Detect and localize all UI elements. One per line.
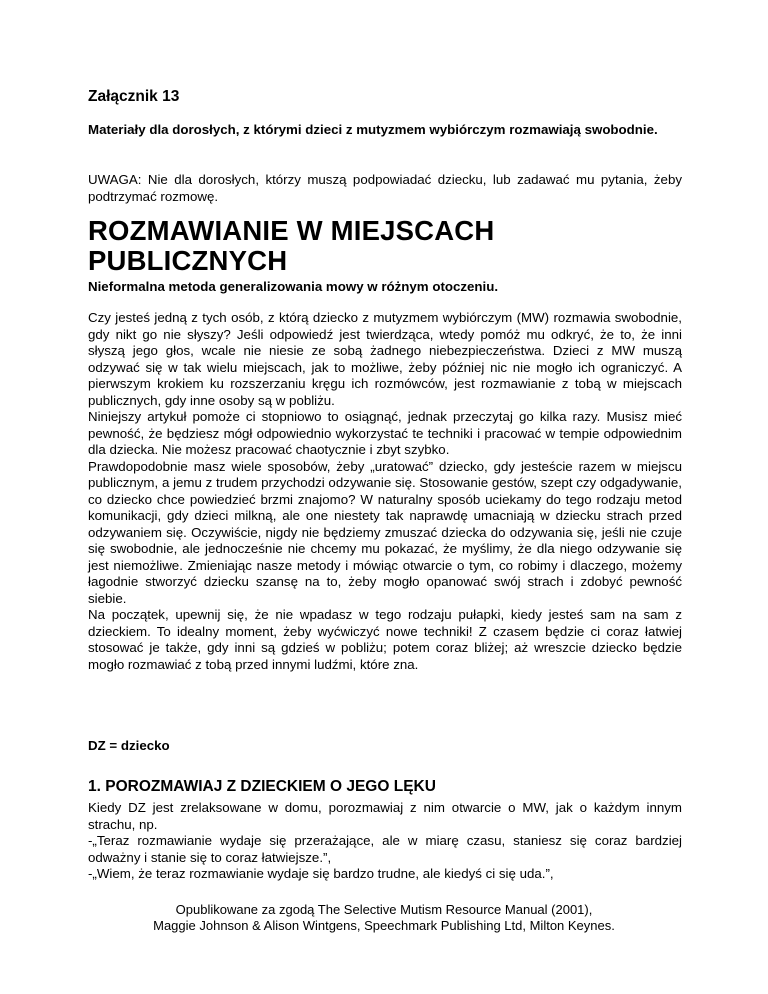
section-line: Kiedy DZ jest zrelaksowane w domu, porozmawiaj z nim otwarcie o MW, jak o każdym innym strachu, np. — [88, 800, 682, 832]
paragraph: Prawdopodobnie masz wiele sposobów, żeby „uratować” dziecko, gdy jesteście razem w miejscu publicznym, a jemu z trudem przychodzi odzywanie się. Stosowanie gestów, szept czy odgadywanie, co dziecko chce powiedzieć brzmi znajomo? W naturalny sposób uciekamy do tego rodzaju metod komunikacji, gdy dzieci milkną, ale one niestety tak naprawdę umacniają w dziecku strach przed odzywaniem się. Oczywiście, nigdy nie będziemy zmuszać dziecka do odzywania się, jeśli nie czuje się swobodnie, ale jednocześnie nie chcemy mu pokazać, że myślimy, że dla niego odzywanie się jest niemożliwe. Zmieniając nasze metody i mówiąc otwarcie o tym, co robimy i dlaczego, możemy łagodnie stworzyć dziecku szansę na to, żeby mogło opanować swój strach i zdobyć pewność siebie. — [88, 458, 682, 606]
paragraph: Czy jesteś jedną z tych osób, z którą dziecko z mutyzmem wybiórczym (MW) rozmawia swobodnie, gdy nikt go nie słyszy? Jeśli odpowiedź jest twierdząca, wtedy pomóż mu odkryć, że to, że inni słyszą jego głos, wcale nie niesie ze sobą żadnego niebezpieczeństwa. Dzieci z MW muszą odzywać się w tak wielu miejscach, jak to możliwe, żeby później nic nie mogło ich ograniczyć. A pierwszym krokiem ku rozszerzaniu kręgu ich rozmówców, jest rozmawianie z tobą w miejscach publicznych, gdy inne osoby są w pobliżu. — [88, 310, 682, 408]
paragraph: Niniejszy artykuł pomoże ci stopniowo to osiągnąć, jednak przeczytaj go kilka razy. Musisz mieć pewność, że będziesz mógł odpowiednio wykorzystać te techniki i pracować w tempie odpowiednim dla dziecka. Nie możesz pracować chaotycznie i zbyt szybko. — [88, 409, 682, 457]
paragraph: Na początek, upewnij się, że nie wpadasz w tego rodzaju pułapki, kiedy jesteś sam na sam z dzieckiem. To idealny moment, żeby wyćwiczyć nowe techniki! Z czasem będzie ci coraz łatwiej stosować je także, gdy inni są gdzieś w pobliżu; potem coraz bliżej; aż wreszcie dziecko będzie mogło rozmawiać z tobą przed innymi ludźmi, które zna. — [88, 607, 682, 672]
warning-text: UWAGA: Nie dla dorosłych, którzy muszą podpowiadać dziecku, lub zadawać mu pytania, żeby podtrzymać rozmowę. — [88, 172, 682, 204]
section-line: -„Teraz rozmawianie wydaje się przerażające, ale w miarę czasu, staniesz się coraz bardziej odważny i stanie się to coraz łatwiejsze.”, — [88, 833, 682, 865]
section-body — [88, 800, 682, 883]
annex-heading: Załącznik 13 — [88, 88, 180, 105]
article-body — [88, 310, 682, 673]
page-title: ROZMAWIANIE W MIEJSCACH PUBLICZNYCH — [88, 215, 495, 276]
page-subtitle: Nieformalna metoda generalizowania mowy w różnym otoczeniu. — [88, 279, 499, 294]
abbreviation-note: DZ = dziecko — [88, 738, 170, 753]
page-footer — [84, 902, 684, 934]
section-line: -„Wiem, że teraz rozmawianie wydaje się bardzo trudne, ale kiedyś ci się uda.”, — [88, 866, 554, 881]
section-heading: 1. POROZMAWIAJ Z DZIECKIEM O JEGO LĘKU — [88, 778, 436, 795]
footer-line: Opublikowane za zgodą The Selective Mutism Resource Manual (2001), — [175, 902, 593, 917]
footer-line: Maggie Johnson & Alison Wintgens, Speechmark Publishing Ltd, Milton Keynes. — [153, 918, 615, 933]
lead-text: Materiały dla dorosłych, z którymi dzieci z mutyzmem wybiórczym rozmawiają swobodnie. — [88, 122, 658, 137]
